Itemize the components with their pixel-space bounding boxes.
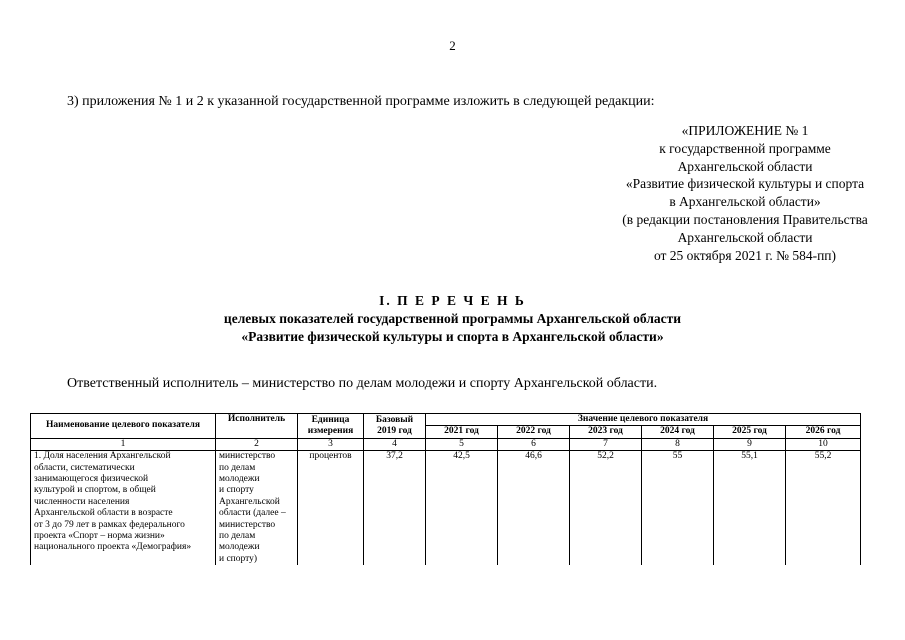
appendix-line: Архангельской области [677,229,813,245]
header-values-group: Значение целевого показателя [426,414,861,426]
executor-line: и спорту) [219,553,258,564]
appendix-line: (в редакции постановления Правительства [622,211,868,227]
executor-cell [216,451,298,566]
executor-line: по делам [219,531,256,542]
indicator-name-line: области, систематически [34,462,135,473]
value-cell: 55,2 [786,451,861,566]
header-base-year: Базовый 2019 год [364,414,426,439]
column-number: 8 [642,438,714,450]
value-cell: 55,1 [714,451,786,566]
base-value-cell: 37,2 [364,451,426,566]
executor-line: Архангельской [219,496,280,507]
column-number: 3 [298,438,364,450]
header-year: 2025 год [714,426,786,438]
column-number: 5 [426,438,498,450]
column-number: 7 [570,438,642,450]
column-number: 4 [364,438,426,450]
indicator-name-line: 1. Доля населения Архангельской [34,451,171,462]
header-executor: Исполнитель [216,414,298,439]
appendix-line: «Развитие физической культуры и спорта [625,176,865,192]
value-cell: 55 [642,451,714,566]
header-year: 2026 год [786,426,861,438]
heading-subtitle: целевых показателей государственной программы Архангельской области [223,311,682,326]
indicators-table [30,413,861,565]
section-heading [0,292,905,346]
header-year: 2023 год [570,426,642,438]
appendix-line: Архангельской области [677,158,813,174]
header-year: 2024 год [642,426,714,438]
header-year: 2021 год [426,426,498,438]
unit-cell: процентов [298,451,364,566]
intro-paragraph: 3) приложения № 1 и 2 к указанной государственной программе изложить в следующей редакции: [67,94,655,109]
indicator-name-line: культурой и спортом, в общей [34,485,156,496]
table-row [31,451,861,566]
indicator-name-line: национального проекта «Демография» [34,542,192,553]
appendix-line: в Архангельской области» [669,194,821,210]
page-number: 2 [449,38,456,53]
column-number: 1 [31,438,216,450]
executor-line: молодежи [219,474,260,485]
appendix-line: к государственной программе [659,140,831,156]
indicator-name-cell [31,451,216,566]
heading-program-name: «Развитие физической культуры и спорта в Архангельской области» [241,329,664,344]
indicator-name-line: Архангельской области в возрасте [34,508,173,519]
indicator-name-line: проекта «Спорт – норма жизни» [34,531,165,542]
indicator-name-line: численности населения [34,496,130,507]
column-number: 2 [216,438,298,450]
value-cell: 46,6 [498,451,570,566]
executor-line: области (далее – [219,508,286,519]
column-number: 9 [714,438,786,450]
header-unit: Единица измерения [298,414,364,439]
appendix-line: «ПРИЛОЖЕНИЕ № 1 [681,123,809,138]
executor-line: молодежи [219,542,260,553]
executor-line: министерство [219,519,276,530]
header-name: Наименование целевого показателя [31,414,216,439]
executor-line: министерство [219,451,276,462]
executor-line: по делам [219,462,256,473]
column-number: 10 [786,438,861,450]
indicator-name-line: занимающегося физической [34,474,149,485]
appendix-block [600,122,890,264]
heading-title: I. П Е Р Е Ч Е Н Ь [379,293,526,308]
column-number-row [31,438,861,450]
appendix-line: от 25 октября 2021 г. № 584-пп) [653,247,837,263]
column-number: 6 [498,438,570,450]
executor-line: и спорту [219,485,254,496]
header-year: 2022 год [498,426,570,438]
responsible-executor-text: Ответственный исполнитель – министерство по делам молодежи и спорту Архангельской области. [67,376,658,391]
value-cell: 52,2 [570,451,642,566]
value-cell: 42,5 [426,451,498,566]
indicator-name-line: от 3 до 79 лет в рамках федерального [34,519,185,530]
